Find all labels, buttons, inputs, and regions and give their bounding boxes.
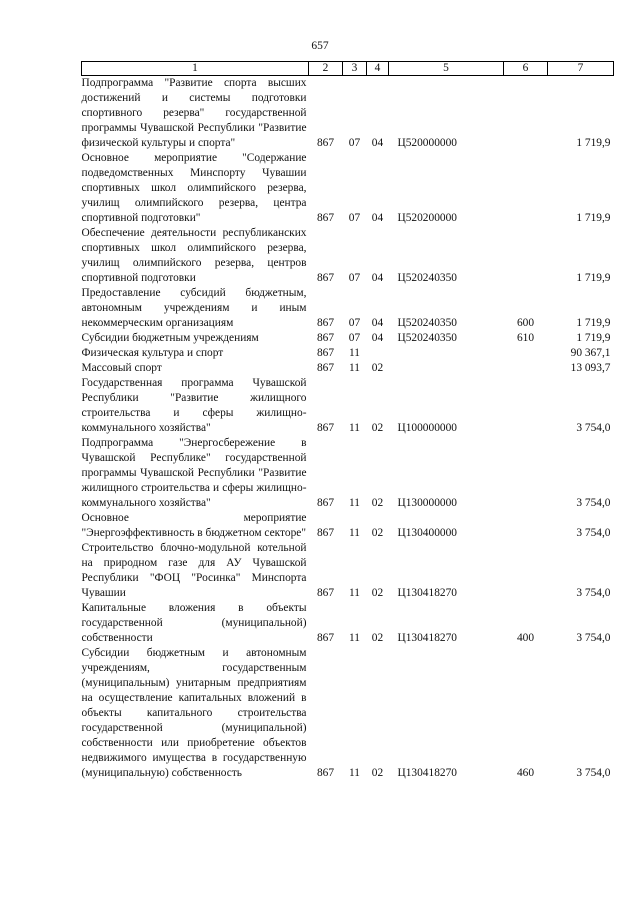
subsection-code: 02 bbox=[371, 632, 384, 644]
subsection-code: 02 bbox=[371, 527, 384, 539]
ministry-code: 867 bbox=[316, 632, 335, 644]
target-article-code: Ц130000000 bbox=[397, 497, 457, 509]
expense-type-code: 610 bbox=[516, 332, 535, 344]
ministry-code: 867 bbox=[316, 317, 335, 329]
header-cell: 4 bbox=[367, 62, 389, 76]
table-row bbox=[82, 511, 614, 541]
row-name: Подпрограмма "Энергосбережение в Чувашской Республике" государственной программы Чувашской Республики "Развитие жилищного строительства и сферы жилищно-коммунального хозяйства" bbox=[81, 437, 307, 509]
subsection-code: 04 bbox=[371, 137, 384, 149]
section-code: 07 bbox=[348, 317, 361, 329]
row-name: Основное мероприятие "Энергоэффективность в бюджетном секторе" bbox=[81, 512, 307, 539]
target-article-code: Ц130418270 bbox=[397, 632, 457, 644]
subsection-code: 04 bbox=[371, 212, 384, 224]
expense-type-code bbox=[504, 346, 548, 361]
subsection-code: 02 bbox=[371, 767, 384, 779]
expense-type-code bbox=[504, 376, 548, 436]
target-article-code: Ц520000000 bbox=[397, 137, 457, 149]
expense-type-code bbox=[504, 151, 548, 226]
ministry-code: 867 bbox=[316, 272, 335, 284]
target-article-code: Ц520240350 bbox=[397, 332, 457, 344]
amount: 3 754,0 bbox=[576, 767, 611, 779]
section-code: 11 bbox=[349, 767, 360, 779]
ministry-code: 867 bbox=[316, 422, 335, 434]
header-cell: 5 bbox=[389, 62, 504, 76]
section-code: 11 bbox=[349, 362, 360, 374]
amount: 3 754,0 bbox=[576, 422, 611, 434]
ministry-code: 867 bbox=[316, 362, 335, 374]
header-cell: 1 bbox=[82, 62, 309, 76]
subsection-code: 02 bbox=[371, 587, 384, 599]
table-row bbox=[82, 76, 614, 152]
row-name: Государственная программа Чувашской Республики "Развитие жилищного строительства и сферы жилищно-коммунального хозяйства" bbox=[81, 377, 307, 434]
target-article-code: Ц100000000 bbox=[397, 422, 457, 434]
expense-type-code: 600 bbox=[516, 317, 535, 329]
target-article-code bbox=[389, 361, 504, 376]
ministry-code: 867 bbox=[316, 212, 335, 224]
expense-type-code bbox=[504, 76, 548, 152]
ministry-code: 867 bbox=[316, 497, 335, 509]
ministry-code: 867 bbox=[316, 767, 335, 779]
row-name: Субсидии бюджетным учреждениям bbox=[81, 332, 259, 344]
expense-type-code bbox=[504, 541, 548, 601]
section-code: 11 bbox=[349, 347, 360, 359]
row-name: Подпрограмма "Развитие спорта высших достижений и системы подготовки спортивного резерва" государственной программы Чувашской Республики "Развитие физической культуры и спорта" bbox=[81, 77, 307, 149]
amount: 3 754,0 bbox=[576, 632, 611, 644]
table-row bbox=[82, 151, 614, 226]
ministry-code: 867 bbox=[316, 137, 335, 149]
target-article-code bbox=[389, 346, 504, 361]
target-article-code: Ц130418270 bbox=[397, 767, 457, 779]
subsection-code: 02 bbox=[371, 422, 384, 434]
amount: 90 367,1 bbox=[570, 347, 611, 359]
subsection-code: 02 bbox=[371, 362, 384, 374]
target-article-code: Ц130418270 bbox=[397, 587, 457, 599]
expense-type-code: 460 bbox=[516, 767, 535, 779]
table-row bbox=[82, 226, 614, 286]
ministry-code: 867 bbox=[316, 527, 335, 539]
ministry-code: 867 bbox=[316, 587, 335, 599]
amount: 1 719,9 bbox=[576, 272, 611, 284]
row-name: Строительство блочно-модульной котельной на природном газе для АУ Чувашской Республики "ФОЦ "Росинка" Минспорта Чувашии bbox=[81, 542, 307, 599]
target-article-code: Ц520240350 bbox=[397, 317, 457, 329]
table-row bbox=[82, 286, 614, 331]
table-row bbox=[82, 436, 614, 511]
subsection-code: 04 bbox=[371, 272, 384, 284]
section-code: 07 bbox=[348, 212, 361, 224]
row-name: Физическая культура и спорт bbox=[81, 347, 224, 359]
table-row bbox=[82, 601, 614, 646]
table-row bbox=[82, 541, 614, 601]
header-cell: 2 bbox=[309, 62, 343, 76]
expense-type-code bbox=[504, 361, 548, 376]
subsection-code: 02 bbox=[371, 497, 384, 509]
expense-type-code bbox=[504, 226, 548, 286]
header-cell: 6 bbox=[504, 62, 548, 76]
header-row bbox=[82, 62, 614, 76]
table-body bbox=[82, 76, 614, 782]
section-code: 07 bbox=[348, 332, 361, 344]
target-article-code: Ц520240350 bbox=[397, 272, 457, 284]
ministry-code: 867 bbox=[316, 332, 335, 344]
section-code: 11 bbox=[349, 632, 360, 644]
row-name: Обеспечение деятельности республиканских спортивных школ олимпийского резерва, училищ олимпийского резерва, центров спортивной подготовки bbox=[81, 227, 307, 284]
table-row bbox=[82, 331, 614, 346]
section-code: 07 bbox=[348, 272, 361, 284]
amount: 13 093,7 bbox=[570, 362, 611, 374]
expense-type-code bbox=[504, 436, 548, 511]
row-name: Основное мероприятие "Содержание подведомственных Минспорту Чувашии спортивных школ олимпийского резерва, училищ олимпийского резерва, центра спортивной подготовки" bbox=[81, 152, 307, 224]
subsection-code: 04 bbox=[371, 332, 384, 344]
section-code: 11 bbox=[349, 527, 360, 539]
target-article-code: Ц130400000 bbox=[397, 527, 457, 539]
section-code: 11 bbox=[349, 497, 360, 509]
amount: 1 719,9 bbox=[576, 137, 611, 149]
amount: 1 719,9 bbox=[576, 332, 611, 344]
row-name: Предоставление субсидий бюджетным, автономным учреждениям и иным некоммерческим организациям bbox=[81, 287, 307, 329]
amount: 1 719,9 bbox=[576, 212, 611, 224]
subsection-code: 04 bbox=[371, 317, 384, 329]
amount: 3 754,0 bbox=[576, 587, 611, 599]
table-row bbox=[82, 646, 614, 781]
row-name: Массовый спорт bbox=[81, 362, 162, 374]
ministry-code: 867 bbox=[316, 347, 335, 359]
table-row bbox=[82, 376, 614, 436]
budget-table bbox=[81, 61, 614, 781]
subsection-code bbox=[367, 346, 389, 361]
section-code: 11 bbox=[349, 422, 360, 434]
expense-type-code: 400 bbox=[516, 632, 535, 644]
header-cell: 3 bbox=[343, 62, 367, 76]
page-number: 657 bbox=[311, 40, 329, 52]
target-article-code: Ц520200000 bbox=[397, 212, 457, 224]
row-name: Капитальные вложения в объекты государственной (муниципальной) собственности bbox=[81, 602, 307, 644]
section-code: 07 bbox=[348, 137, 361, 149]
section-code: 11 bbox=[349, 587, 360, 599]
header-cell: 7 bbox=[548, 62, 614, 76]
amount: 3 754,0 bbox=[576, 527, 611, 539]
table-row bbox=[82, 346, 614, 361]
amount: 3 754,0 bbox=[576, 497, 611, 509]
amount: 1 719,9 bbox=[576, 317, 611, 329]
expense-type-code bbox=[504, 511, 548, 541]
table-row bbox=[82, 361, 614, 376]
row-name: Субсидии бюджетным и автономным учреждениям, государственным (муниципальным) унитарным предприятиям на осуществление капитальных вложений в объекты капитального строительства государственной (муниципальной) собственности или приобретение объектов недвижимого имущества в государственную (муниципальную) собственность bbox=[81, 647, 307, 779]
